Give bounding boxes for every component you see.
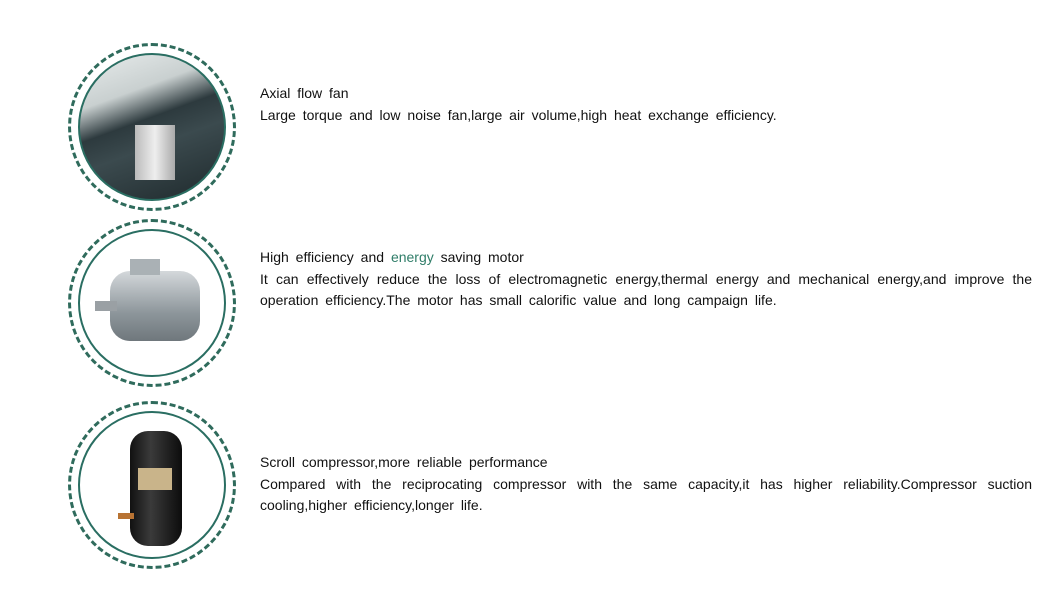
highlight-word: energy (390, 249, 434, 265)
compressor-image-frame (68, 401, 236, 569)
feature-description: Large torque and low noise fan,large air volume,high heat exchange efficiency. (260, 106, 777, 123)
feature-title: Scroll compressor,more reliable performance (260, 454, 548, 470)
motor-image (78, 229, 226, 377)
feature-title: Axial flow fan (260, 85, 349, 101)
fan-image-frame (68, 43, 236, 211)
feature-title: High efficiency and energy saving motor (260, 249, 524, 265)
feature-description: It can effectively reduce the loss of electromagnetic energy,thermal energy and mechanical energy,and improve the operation efficiency.The motor has small calorific value and long campaign life. (260, 270, 1032, 308)
compressor-image (78, 411, 226, 559)
feature-description: Compared with the reciprocating compressor with the same capacity,it has higher reliability.Compressor suction cooling,higher efficiency,longer life. (260, 475, 1032, 513)
fan-image (78, 53, 226, 201)
motor-image-frame (68, 219, 236, 387)
